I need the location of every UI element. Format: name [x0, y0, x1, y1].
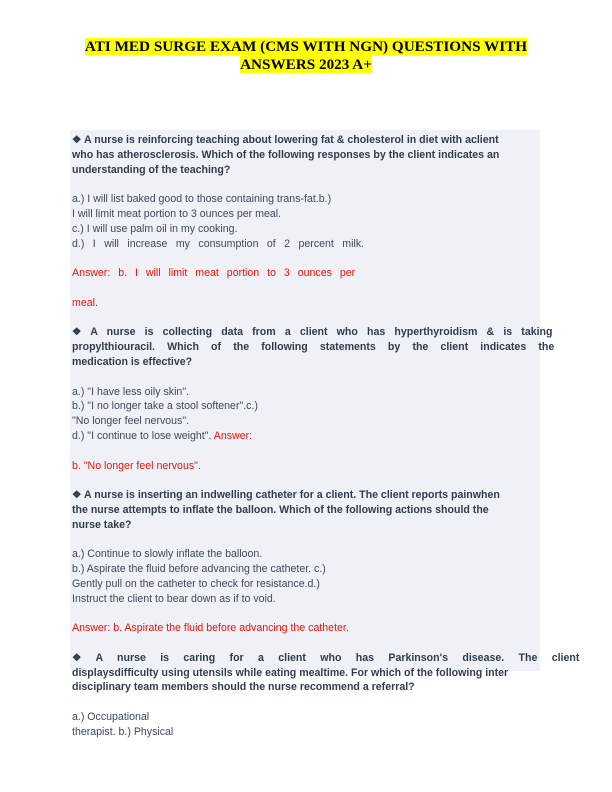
question-list — [72, 133, 580, 740]
diamond-bullet-icon: ❖ — [72, 489, 82, 502]
question-2-option-1: a.) "I have less oily skin". — [72, 385, 190, 398]
question-3-option-4: Instruct the client to bear down as if to void. — [72, 592, 276, 605]
question-1-option-3: c.) I will use palm oil in my cooking. — [72, 222, 238, 235]
question-1-stem — [72, 133, 518, 177]
question-4-line-3: disciplinary team members should the nurse recommend a referral? — [72, 681, 415, 694]
question-3-line-3: nurse take? — [72, 518, 132, 531]
diamond-bullet-icon: ❖ — [72, 651, 82, 664]
question-1-option-4: d.) I will increase my consumption of 2 percent milk. — [72, 237, 365, 250]
question-3-answer: Answer: b. Aspirate the fluid before advancing the catheter. — [72, 622, 349, 635]
question-2-line-3: medication is effective? — [72, 355, 193, 368]
question-1-option-2: I will limit meat portion to 3 ounces per meal. — [72, 207, 282, 220]
question-2-answer: b. "No longer feel nervous". — [72, 459, 201, 472]
question-1-option-1: a.) I will list baked good to those containing trans-fat.b.) — [72, 193, 332, 206]
question-2-answer-label: Answer: — [213, 429, 253, 442]
question-2-option-2: b.) "I no longer take a stool softener".c.) — [72, 400, 258, 413]
question-2-stem — [72, 325, 555, 369]
title-line-2: ANSWERS 2023 A+ — [240, 55, 372, 73]
question-3-line-2: the nurse attempts to inflate the balloon. Which of the following actions should the — [72, 503, 489, 516]
question-4-line-2: displaysdifficulty using utensils while eating mealtime. For which of the following inter — [72, 666, 509, 679]
question-3-option-2: b.) Aspirate the fluid before advancing the catheter. c.) — [72, 563, 326, 576]
question-4-option-2: therapist. b.) Physical — [72, 725, 174, 738]
question-1-line-1: A nurse is reinforcing teaching about lowering fat & cholesterol in diet with aclient — [81, 134, 499, 146]
question-4-line-1: A nurse is caring for a client who has Parkinson's disease. The client — [81, 651, 580, 664]
question-3-option-1: a.) Continue to slowly inflate the balloon. — [72, 548, 263, 561]
question-1-answer: Answer: b. I will limit meat portion to 3 ounces per — [72, 267, 356, 280]
question-2-line-2: propylthiouracil. Which of the following statements by the client indicates the — [72, 341, 555, 354]
question-4-option-1: a.) Occupational — [72, 711, 150, 724]
question-1-line-2: who has atherosclerosis. Which of the following responses by the client indicates an — [72, 148, 500, 161]
question-2-option-4: d.) "I continue to lose weight". — [72, 429, 214, 442]
question-2-option-3: "No longer feel nervous". — [72, 415, 190, 428]
question-3-option-3: Gently pull on the catheter to check for resistance.d.) — [72, 577, 320, 590]
question-1-answer-continued: meal. — [72, 296, 98, 309]
question-3-stem — [72, 488, 518, 532]
title-line-1: ATI MED SURGE EXAM (CMS WITH NGN) QUESTIONS WITH — [84, 38, 528, 55]
document-title — [60, 38, 552, 73]
question-1-line-3: understanding of the teaching? — [72, 163, 231, 176]
diamond-bullet-icon: ❖ — [72, 134, 82, 146]
question-4-stem — [72, 651, 580, 695]
diamond-bullet-icon: ❖ — [72, 326, 82, 339]
question-2-line-1: A nurse is collecting data from a client who has hyperthyroidism & is taking — [81, 326, 553, 339]
question-3-line-1: A nurse is inserting an indwelling catheter for a client. The client reports painwhen — [81, 489, 500, 502]
